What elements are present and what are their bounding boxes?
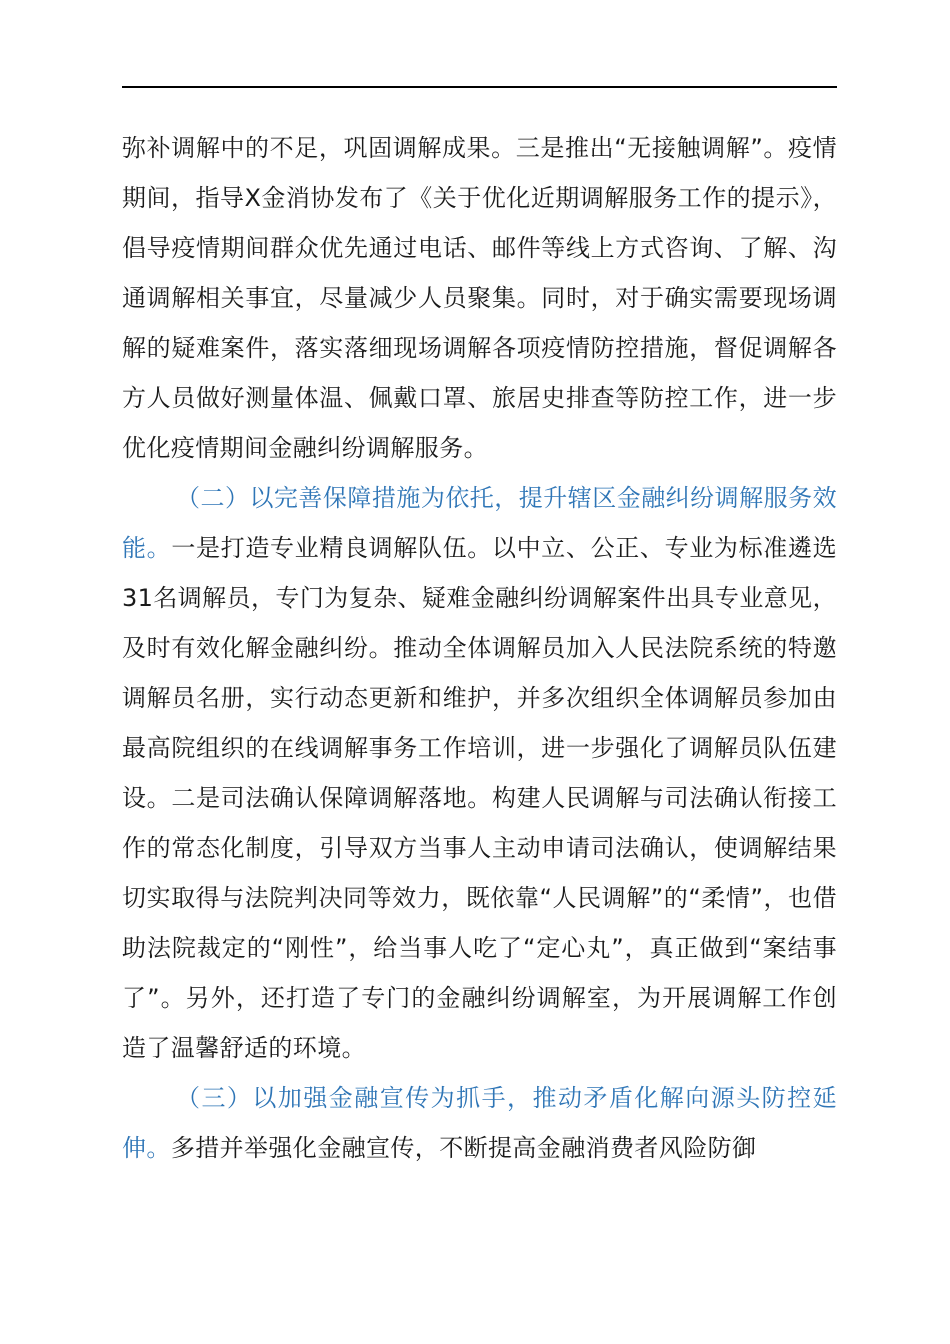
section-heading-two: （二）以完善保障措施为依托，提升辖区金融纠纷调解服务效能。 [122, 484, 837, 562]
paragraph-section-three [122, 1073, 837, 1173]
header-rule [122, 86, 837, 88]
paragraph-text: 一是打造专业精良调解队伍。以中立、公正、专业为标准遴选31名调解员，专门为复杂、疑难金融纠纷调解案件出具专业意见，及时有效化解金融纠纷。推动全体调解员加入人民法院系统的特邀调解员名册，实行动态更新和维护，并多次组织全体调解员参加由最高院组织的在线调解事务工作培训，进一步强化了调解员队伍建设。二是司法确认保障调解落地。构建人民调解与司法确认衔接工作的常态化制度，引导双方当事人主动申请司法确认，使调解结果切实取得与法院判决同等效力，既依靠“人民调解”的“柔情”，也借助法院裁定的“刚性”，给当事人吃了“定心丸”，真正做到“案结事了”。另外，还打造了专门的金融纠纷调解室，为开展调解工作创造了温馨舒适的环境。 [122, 534, 837, 1062]
section-heading-three: （三）以加强金融宣传为抓手，推动矛盾化解向源头防控延伸。 [122, 1084, 837, 1162]
paragraph-continuation [122, 123, 837, 473]
paragraph-text: 弥补调解中的不足，巩固调解成果。三是推出“无接触调解”。疫情期间，指导X金消协发布了《关于优化近期调解服务工作的提示》，倡导疫情期间群众优先通过电话、邮件等线上方式咨询、了解、沟通调解相关事宜，尽量减少人员聚集。同时，对于确实需要现场调解的疑难案件，落实落细现场调解各项疫情防控措施，督促调解各方人员做好测量体温、佩戴口罩、旅居史排查等防控工作，进一步优化疫情期间金融纠纷调解服务。 [122, 134, 837, 462]
document-body [122, 123, 837, 1173]
paragraph-text: 多措并举强化金融宣传，不断提高金融消费者风险防御 [170, 1134, 757, 1162]
paragraph-section-two [122, 473, 837, 1073]
